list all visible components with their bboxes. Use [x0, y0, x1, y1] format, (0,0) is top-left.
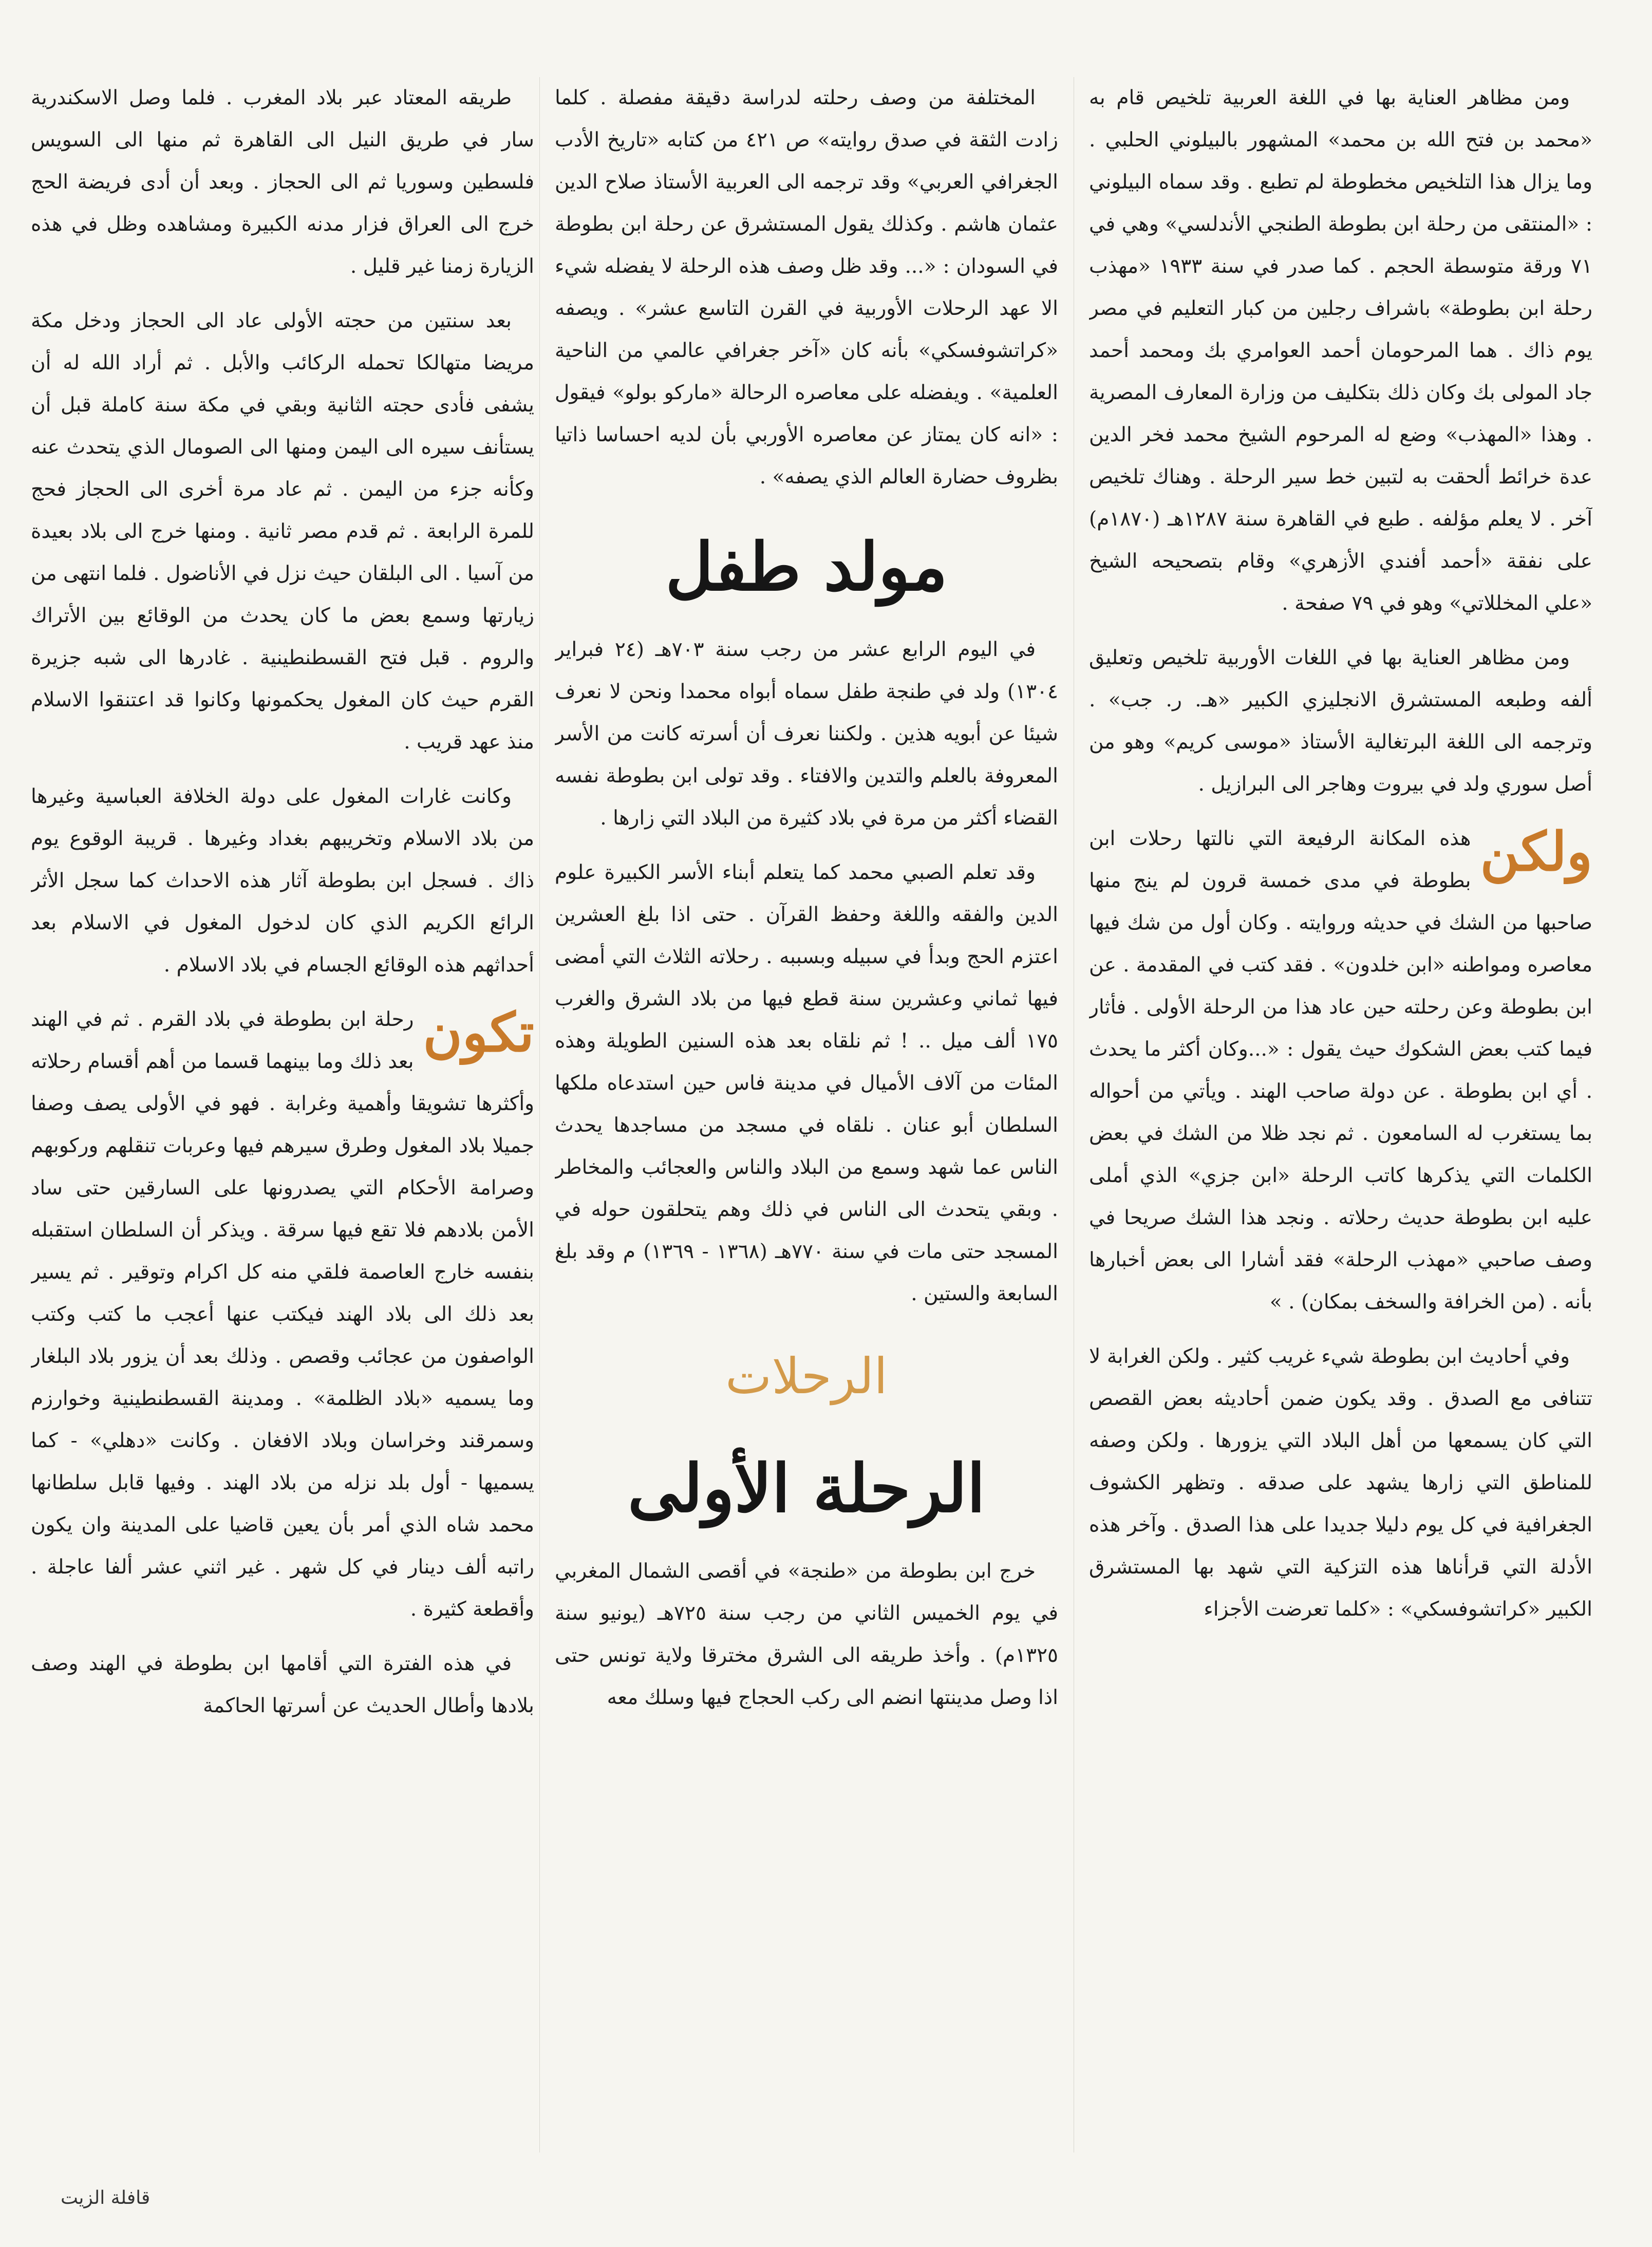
paragraph: في اليوم الرابع عشر من رجب سنة ٧٠٣هـ (٢٤ فبراير ١٣٠٤) ولد في طنجة طفل سماه أبواه محمدا ونحن لا نعرف شيئا عن أبويه هذين . ولكننا نعرف أن أسرته كانت من الأسر المعروفة بالعلم والتدين والافتاء . وقد تولى ابن بطوطة نفسه القضاء أكثر من مرة في بلاد كثيرة من البلاد التي زارها .: [555, 638, 1058, 830]
section-head-becomes: تكون: [423, 1001, 534, 1064]
paragraph: وفي أحاديث ابن بطوطة شيء غريب كثير . ولكن الغرابة لا تتنافى مع الصدق . وقد يكون ضمن أحاديثه بعض القصص التي كان يسمعها من أهل البلاد التي يزورها . ولكن وصفه للمناطق التي زارها يشهد على صدقه . وتظهر الكشوف الجغرافية في كل يوم دليلا جديدا على هذا الصدق . وآخر هذه الأدلة التي قرأناها هذه التزكية التي شهد بها المستشرق الكبير «كراتشوفسكي» : «كلما تعرضت الأجزاء: [1089, 1345, 1592, 1621]
paragraph: المختلفة من وصف رحلته لدراسة دقيقة مفصلة . كلما زادت الثقة في صدق روايته» ص ٤٢١ من كتابه «تاريخ الأدب الجغرافي العربي» وقد ترجمه الى العربية الأستاذ صلاح الدين عثمان هاشم . وكذلك يقول المستشرق عن رحلة ابن بطوطة في السودان : «... وقد ظل وصف هذه الرحلة لا يفضله شيء الا عهد الرحلات الأوربية في القرن التاسع عشر» . ويصفه «كراتشوفسكي» بأنه كان «آخر جغرافي عالمي من الناحية العلمية» . ويفضله على معاصره الرحالة «ماركو بولو» فيقول : «انه كان يمتاز عن معاصره الأوربي بأن لديه احساسا ذاتيا بظروف حضارة العالم الذي يصفه» .: [555, 86, 1058, 489]
right-column: [1089, 77, 1592, 2152]
paragraph-text: رحلة ابن بطوطة في بلاد القرم . ثم في الهند بعد ذلك وما بينهما قسما من أهم أقسام رحلاته وأكثرها تشويقا وأهمية وغرابة . فهو في الأولى يصف وصفا جميلا بلاد المغول وطرق سيرهم فيها وعربات تنقلهم وركوبهم وصرامة الأحكام التي يصدرونها على السارقين حتى ساد الأمن بلادهم فلا تقع فيها سرقة . ويذكر أن السلطان استقبله بنفسه خارج العاصمة فلقي منه كل اكرام وتوقير . ثم يسير بعد ذلك الى بلاد الهند فيكتب عنها أعجب ما كتب وكتب الواصفون من عجائب وقصص . وذلك بعد أن يزور بلاد البلغار وما يسميه «بلاد الظلمة» . ومدينة القسطنطينية وخوارزم وسمرقند وخراسان وبلاد الافغان . وكانت «دهلي» - كما يسميها - أول بلد نزله من بلاد الهند . وفيها قابل سلطانها محمد شاه الذي أمر بأن يعين قاضيا على المدينة وان يكون راتبه ألف دينار في كل شهر . غير اثني عشر ألفا عاجلة . وأقطعة كثيرة .: [31, 1008, 534, 1621]
section-heading-first-trip: الرحلة الأولى: [628, 1450, 985, 1527]
middle-column: [555, 77, 1058, 2152]
paragraph: خرج ابن بطوطة من «طنجة» في أقصى الشمال المغربي في يوم الخميس الثاني من رجب سنة ٧٢٥هـ (يونيو سنة ١٣٢٥م) . وأخذ طريقه الى الشرق مخترقا ولاية تونس حتى اذا وصل مدينتها انضم الى ركب الحجاج فيها وسلك معه: [555, 1560, 1058, 1709]
paragraph: طريقه المعتاد عبر بلاد المغرب . فلما وصل الاسكندرية سار في طريق النيل الى القاهرة ثم منها الى السويس فلسطين وسوريا ثم الى الحجاز . وبعد أن أدى فريضة الحج خرج الى العراق فزار مدنه الكبيرة ومشاهده وظل في هذه الزيارة زمنا غير قليل .: [31, 86, 534, 278]
section-heading-birth: مولد طفل: [665, 529, 948, 606]
paragraph: [1089, 818, 1592, 1323]
section-head-but: ولكن: [1480, 820, 1592, 883]
paragraph: وقد تعلم الصبي محمد كما يتعلم أبناء الأسر الكبيرة علوم الدين والفقه واللغة وحفظ القرآن . حتى اذا بلغ العشرين اعتزم الحج وبدأ في سبيله وبسببه . رحلاته الثلاث التي أمضى فيها ثماني وعشرين سنة قطع فيها من بلاد الشرق والغرب ١٧٥ ألف ميل .. ! ثم نلقاه بعد هذه السنين الطويلة وهذه المئات من آلاف الأميال في مدينة فاس حين استدعاه ملكها السلطان أبو عنان . نلقاه في مسجد من مساجدها يحدث الناس عما شهد وسمع من البلاد والناس والعجائب والمخاطر . وبقي يتحدث الى الناس في ذلك وهم يتحلقون حوله في المسجد حتى مات في سنة ٧٧٠هـ (١٣٦٨ - ١٣٦٩) م وقد بلغ السابعة والستين .: [555, 861, 1058, 1305]
column-divider: [539, 77, 540, 2152]
page-footer: قافلة الزيت: [61, 2187, 151, 2208]
paragraph-text: هذه المكانة الرفيعة التي نالتها رحلات ابن بطوطة في مدى خمسة قرون لم ينج منها صاحبها من الشك في حديثه وروايته . وكان أول من شك فيها معاصره ومواطنه «ابن خلدون» . فقد كتب في المقدمة . عن ابن بطوطة وعن رحلته حين عاد هذا من الرحلة الأولى . فأثار فيما كتب بعض الشكوك حيث يقول : «...وكان أكثر ما يحدث . أي ابن بطوطة . عن دولة صاحب الهند . ويأتي من أحواله بما يستغرب له السامعون . ثم نجد ظلا من الشك في بعض الكلمات التي يذكرها كاتب الرحلة «ابن جزي» الذي أملى عليه ابن بطوطة حديث رحلاته . ونجد هذا الشك صريحا في وصف صاحبي «مهذب الرحلة» فقد أشارا الى بعض أخبارها بأنه . (من الخرافة والسخف بمكان) . »: [1089, 827, 1592, 1314]
paragraph: في هذه الفترة التي أقامها ابن بطوطة في الهند وصف بلادها وأطال الحديث عن أسرتها الحاكمة: [31, 1652, 534, 1717]
left-column: [31, 77, 534, 2152]
paragraph: ومن مظاهر العناية بها في اللغات الأوربية تلخيص وتعليق ألفه وطبعه المستشرق الانجليزي الكبير «هـ. ر. جب» . وترجمه الى اللغة البرتغالية الأستاذ «موسى كريم» وهو من أصل سوري ولد في بيروت وهاجر الى البرازيل .: [1089, 646, 1592, 796]
section-heading-travels: الرحلات: [725, 1347, 888, 1405]
paragraph: بعد سنتين من حجته الأولى عاد الى الحجاز ودخل مكة مريضا متهالكا تحمله الركائب والأبل . ثم أراد الله له أن يشفى فأدى حجته الثانية وبقي في مكة سنة كاملة قبل أن يستأنف سيره الى اليمن ومنها الى الصومال الذي يتحدث عنه وكأنه جزء من اليمن . ثم عاد مرة أخرى الى الحجاز فحج للمرة الرابعة . ثم قدم مصر ثانية . ومنها خرج الى بلاد بعيدة من آسيا . الى البلقان حيث نزل في الأناضول . فلما انتهى من زيارتها وسمع بعض ما كان يحدث من الوقائع بين الأتراك والروم . قبل فتح القسطنطينية . غادرها الى شبه جزيرة القرم حيث كان المغول يحكمونها وكانوا قد اعتنقوا الاسلام منذ عهد قريب .: [31, 309, 534, 754]
paragraph: [31, 999, 534, 1631]
paragraph: ومن مظاهر العناية بها في اللغة العربية تلخيص قام به «محمد بن فتح الله بن محمد» المشهور بالبيلوني الحلبي . وما يزال هذا التلخيص مخطوطة لم تطبع . وقد سماه البيلوني : «المنتقى من رحلة ابن بطوطة الطنجي الأندلسي» وهي في ٧١ ورقة متوسطة الحجم . كما صدر في سنة ١٩٣٣ «مهذب رحلة ابن بطوطة» باشراف رجلين من كبار التعليم في مصر يوم ذاك . هما المرحومان أحمد العوامري بك ومحمد أحمد جاد المولى بك وكان ذلك بتكليف من وزارة المعارف المصرية . وهذا «المهذب» وضع له المرحوم الشيخ محمد فخر الدين عدة خرائط ألحقت به لتبين خط سير الرحلة . وهناك تلخيص آخر . لا يعلم مؤلفه . طبع في القاهرة سنة ١٢٨٧هـ (١٨٧٠م) على نفقة «أحمد أفندي الأزهري» وقام بتصحيحه الشيخ «علي المخللاتي» وهو في ٧٩ صفحة .: [1089, 86, 1592, 615]
paragraph: وكانت غارات المغول على دولة الخلافة العباسية وغيرها من بلاد الاسلام وتخريبهم بغداد وغيرها . قريبة الوقوع يوم ذاك . فسجل ابن بطوطة آثار هذه الاحداث كما سجل الأثر الرائع الكريم الذي كان لدخول المغول في الاسلام بعد أحداثهم هذه الوقائع الجسام في بلاد الاسلام .: [31, 785, 534, 977]
